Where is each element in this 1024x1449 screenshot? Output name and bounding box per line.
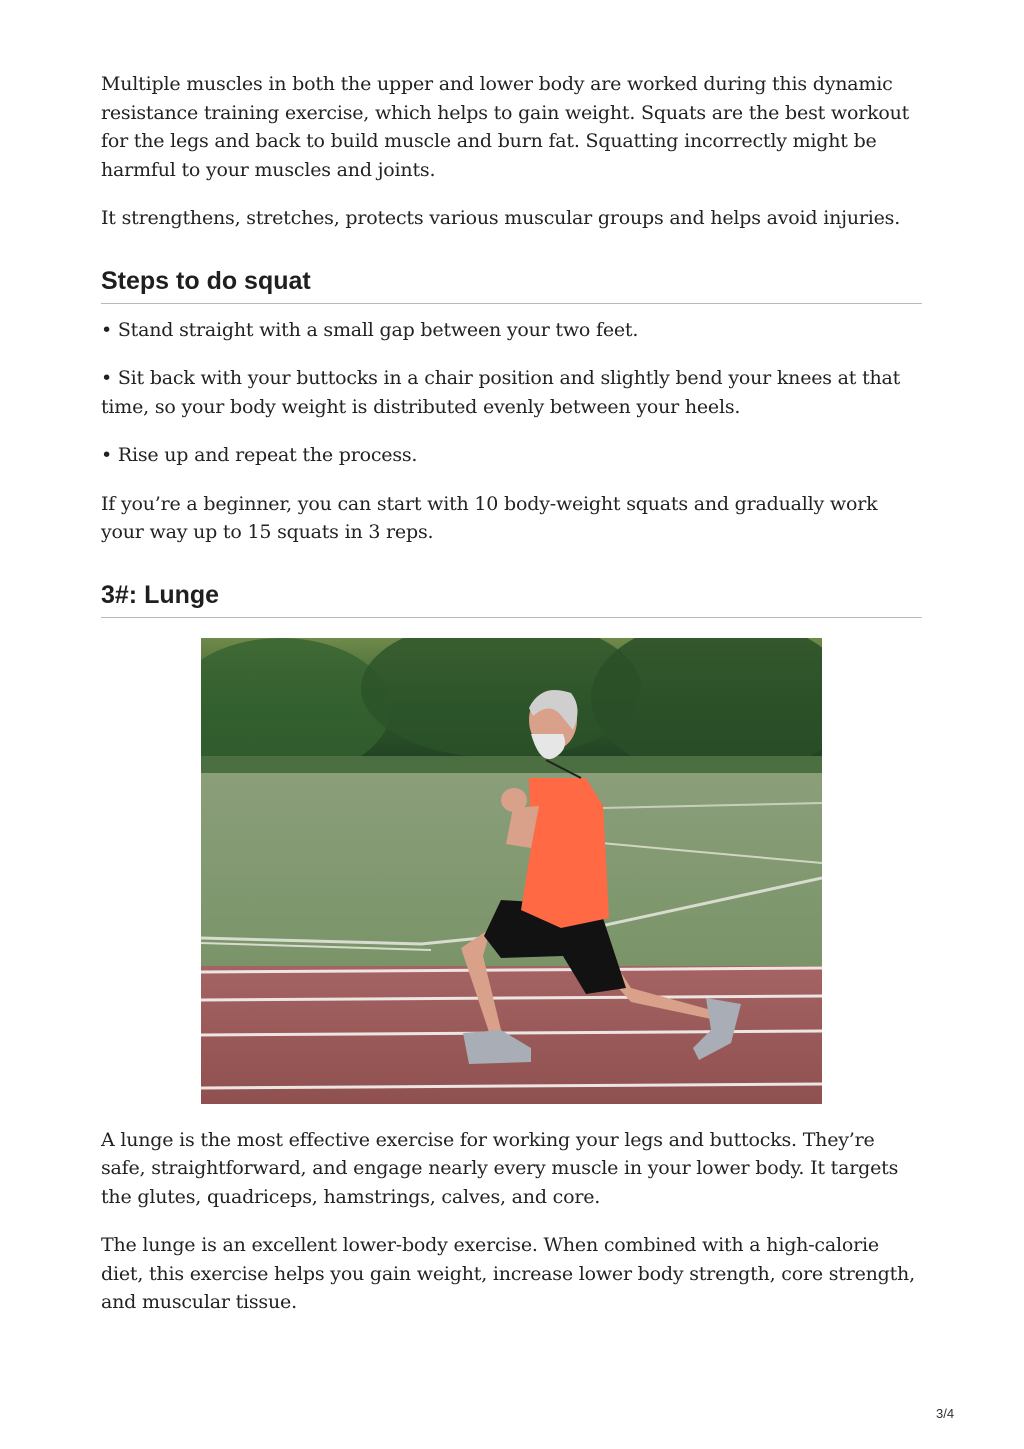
page-number: 3/4 [936, 1406, 955, 1421]
squat-beginner-note: If you’re a beginner, you can start with 10 body-weight squats and gradually work your way up to 15 squats in 3 reps. [101, 492, 878, 543]
intro-paragraph-2: It strengthens, stretches, protects various muscular groups and helps avoid injuries. [101, 207, 901, 229]
squat-step-2: • Sit back with your buttocks in a chair position and slightly bend your knees at that time, so your body weight is distributed evenly between your heels. [101, 367, 901, 418]
lunge-photo [201, 638, 822, 1104]
squat-step-3: • Rise up and repeat the process. [101, 444, 418, 466]
lunge-heading: 3#: Lunge [101, 581, 922, 618]
intro-paragraph-1: Multiple muscles in both the upper and lower body are worked during this dynamic resistance training exercise, which helps to gain weight. Squats are the best workout for the legs and back to build muscle and burn fat. Squatting incorrectly might be harmful to your muscles and joints. [101, 73, 910, 181]
squat-step-1: • Stand straight with a small gap between your two feet. [101, 318, 639, 341]
lunge-paragraph-1: A lunge is the most effective exercise for working your legs and buttocks. They’re safe, straightforward, and engage nearly every muscle in your lower body. It targets the glutes, quadriceps, hamstrings, calves, and core. [101, 1128, 899, 1208]
fist [501, 788, 527, 812]
lunge-paragraph-2: The lunge is an excellent lower-body exercise. When combined with a high-calorie diet, this exercise helps you gain weight, increase lower body strength, core strength, and muscular tissue. [101, 1234, 915, 1313]
shirt [521, 778, 609, 928]
article-page [101, 70, 922, 1337]
squat-steps-heading: Steps to do squat [101, 267, 922, 304]
